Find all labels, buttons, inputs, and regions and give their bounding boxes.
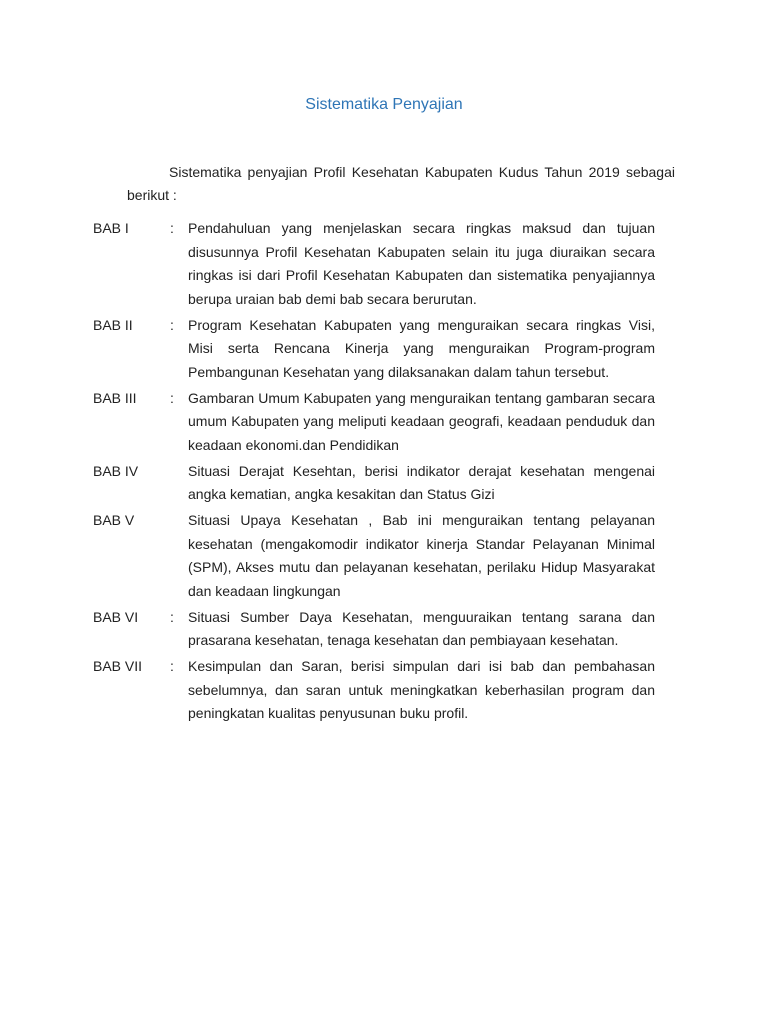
chapter-list <box>93 217 655 728</box>
chapter-description: Situasi Upaya Kesehatan , Bab ini menguraikan tentang pelayanan kesehatan (mengakomodir indikator kinerja Standar Pelayanan Minimal (SPM), Akses mutu dan pelayanan kesehatan, perilaku Hidup Masyarakat dan keadaan lingkungan <box>188 512 655 599</box>
chapter-label: BAB IV <box>93 462 139 479</box>
chapter-colon <box>170 460 188 507</box>
chapter-description: Gambaran Umum Kabupaten yang menguraikan tentang gambaran secara umum Kabupaten yang meliputi keadaan geografi, keadaan penduduk dan keadaan ekonomi.dan Pendidikan <box>188 389 655 453</box>
chapter-label: BAB I <box>93 220 129 236</box>
chapter-label: BAB III <box>93 389 137 406</box>
chapter-colon: : <box>170 316 174 333</box>
page-title: Sistematika Penyajian <box>305 96 463 113</box>
chapter-label: BAB VII <box>93 658 143 674</box>
chapter-label: BAB II <box>93 316 133 333</box>
chapter-label: BAB V <box>93 512 135 528</box>
chapter-colon: : <box>170 658 174 674</box>
intro-paragraph: Sistematika penyajian Profil Kesehatan Kabupaten Kudus Tahun 2019 sebagai berikut : <box>127 164 675 203</box>
chapter-item <box>93 460 655 507</box>
chapter-colon <box>170 509 188 603</box>
chapter-item <box>93 217 655 311</box>
chapter-description: Program Kesehatan Kabupaten yang menguraikan secara ringkas Visi, Misi serta Rencana Kinerja yang menguraikan Program-program Pembangunan Kesehatan yang dilaksanakan dalam tahun tersebut. <box>188 316 655 380</box>
chapter-description: Situasi Derajat Kesehtan, berisi indikator derajat kesehatan mengenai angka kematian, angka kesakitan dan Status Gizi <box>188 462 655 502</box>
chapter-item <box>93 314 655 385</box>
chapter-item <box>93 387 655 458</box>
chapter-description: Kesimpulan dan Saran, berisi simpulan dari isi bab dan pembahasan sebelumnya, dan saran untuk meningkatkan keberhasilan program dan peningkatan kualitas penyusunan buku profil. <box>188 658 655 721</box>
chapter-item <box>93 655 655 726</box>
chapter-colon: : <box>170 220 174 236</box>
chapter-description: Pendahuluan yang menjelaskan secara ringkas maksud dan tujuan disusunnya Profil Kesehatan Kabupaten selain itu juga diuraikan secara ringkas isi dari Profil Kesehatan Kabupaten dan sistematika penyajiannya berupa uraian bab demi bab secara berurutan. <box>188 220 655 307</box>
chapter-description: Situasi Sumber Daya Kesehatan, menguuraikan tentang sarana dan prasarana kesehatan, tenaga kesehatan dan pembiayaan kesehatan. <box>188 608 655 648</box>
chapter-colon: : <box>170 608 174 625</box>
chapter-item <box>93 606 655 653</box>
chapter-colon: : <box>170 389 174 406</box>
chapter-item <box>93 509 655 603</box>
chapter-label: BAB VI <box>93 608 139 625</box>
